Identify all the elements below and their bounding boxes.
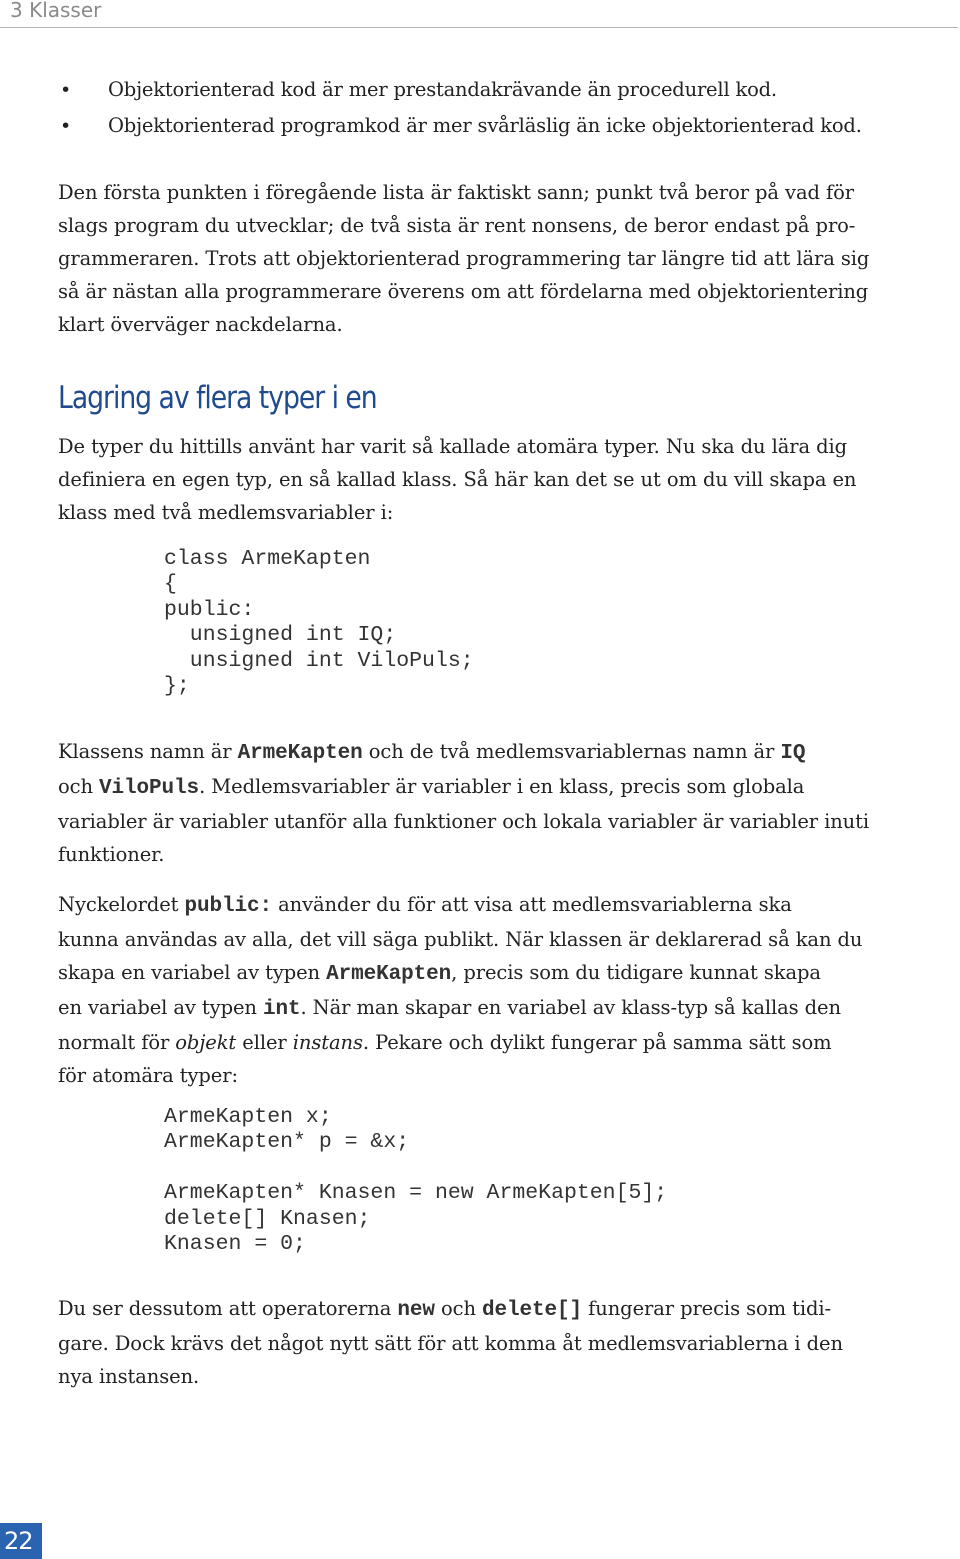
bullet-item: • Objektorienterad programkod är mer svårläslig än icke objektorienterad kod. xyxy=(58,108,918,144)
emphasis: instans xyxy=(292,1031,363,1054)
text-line: så är nästan alla programmerare överens om att fördelarna med objektorientering xyxy=(58,280,869,303)
bullet-item: • Objektorienterad kod är mer prestandakrävande än procedurell kod. xyxy=(58,72,918,108)
text-line: Den första punkten i föregående lista är faktiskt sann; punkt två beror på vad för xyxy=(58,181,854,204)
text-line: definiera en egen typ, en så kallad klass. Så här kan det se ut om du vill skapa en xyxy=(58,468,857,491)
text-run: . Pekare och dylikt fungerar på samma sätt som xyxy=(362,1031,832,1054)
code-line: ArmeKapten* p = &x; xyxy=(164,1130,410,1155)
code-block-usage xyxy=(164,1105,667,1257)
code-line: { xyxy=(164,572,177,597)
text-run: fungerar precis som tidi- xyxy=(582,1297,831,1320)
text-line: variabler är variabler utanför alla funktioner och lokala variabler är variabler inuti xyxy=(58,810,870,833)
inline-code: int xyxy=(262,998,301,1021)
code-block-class-declaration xyxy=(164,547,474,699)
text-line: funktioner. xyxy=(58,843,165,866)
code-line xyxy=(164,1156,667,1181)
chapter-title: 3 Klasser xyxy=(10,0,102,22)
inline-code: delete[] xyxy=(482,1299,583,1322)
inline-code: IQ xyxy=(780,742,806,765)
text-line: klart överväger nackdelarna. xyxy=(58,313,343,336)
text-run: Klassens namn är xyxy=(58,740,238,763)
code-line: }; xyxy=(164,673,190,698)
public-keyword-paragraph xyxy=(58,888,908,1092)
code-line: Knasen = 0; xyxy=(164,1231,306,1256)
section-heading: Lagring av flera typer i en xyxy=(58,380,377,416)
text-run: . När man skapar en variabel av klass-typ så kallas den xyxy=(300,996,841,1019)
text-run: . Medlemsvariabler är variabler i en klass, precis som globala xyxy=(199,775,805,798)
inline-code: ArmeKapten xyxy=(237,742,363,765)
code-line: public: xyxy=(164,597,255,622)
code-line: ArmeKapten x; xyxy=(164,1105,332,1129)
text-run: Nyckelordet xyxy=(58,893,185,916)
section-intro-paragraph xyxy=(58,430,908,529)
text-run: använder du för att visa att medlemsvariablerna ska xyxy=(272,893,792,916)
intro-paragraph xyxy=(58,176,908,341)
inline-code: new xyxy=(397,1299,435,1322)
code-line: class ArmeKapten xyxy=(164,547,371,571)
text-line: nya instansen. xyxy=(58,1365,200,1388)
class-name-paragraph xyxy=(58,735,908,871)
code-line: unsigned int ViloPuls; xyxy=(164,648,474,673)
page-number: 22 xyxy=(4,1527,33,1555)
text-line: klass med två medlemsvariabler i: xyxy=(58,501,394,524)
code-line: unsigned int IQ; xyxy=(164,623,397,648)
text-run: eller xyxy=(236,1031,293,1054)
code-line: delete[] Knasen; xyxy=(164,1206,371,1231)
inline-code: public: xyxy=(184,895,273,918)
text-line: gare. Dock krävs det något nytt sätt för att komma åt medlemsvariablerna i den xyxy=(58,1332,843,1355)
inline-code: ViloPuls xyxy=(99,777,200,800)
code-line: ArmeKapten* Knasen = new ArmeKapten[5]; xyxy=(164,1181,668,1206)
running-head xyxy=(0,0,958,28)
text-run: och xyxy=(434,1297,483,1320)
operators-paragraph xyxy=(58,1292,908,1393)
page-number-box xyxy=(0,1523,42,1559)
text-run: Du ser dessutom att operatorerna xyxy=(58,1297,398,1320)
text-run: normalt för xyxy=(58,1031,176,1054)
text-line: grammeraren. Trots att objektorienterad programmering tar längre tid att lära sig xyxy=(58,247,870,270)
emphasis: objekt xyxy=(175,1031,237,1054)
inline-code: ArmeKapten xyxy=(326,963,452,986)
text-line: kunna användas av alla, det vill säga publikt. När klassen är deklarerad så kan du xyxy=(58,928,863,951)
bullet-list xyxy=(58,72,918,144)
text-run: skapa en variabel av typen xyxy=(58,961,327,984)
text-line: De typer du hittills använt har varit så kallade atomära typer. Nu ska du lära dig xyxy=(58,435,847,458)
text-line: för atomära typer: xyxy=(58,1064,238,1087)
text-run: och xyxy=(58,775,100,798)
text-run: och de två medlemsvariablernas namn är xyxy=(362,740,781,763)
text-run: , precis som du tidigare kunnat skapa xyxy=(451,961,821,984)
text-line: slags program du utvecklar; de två sista är rent nonsens, de beror endast på pro- xyxy=(58,214,856,237)
text-run: en variabel av typen xyxy=(58,996,263,1019)
